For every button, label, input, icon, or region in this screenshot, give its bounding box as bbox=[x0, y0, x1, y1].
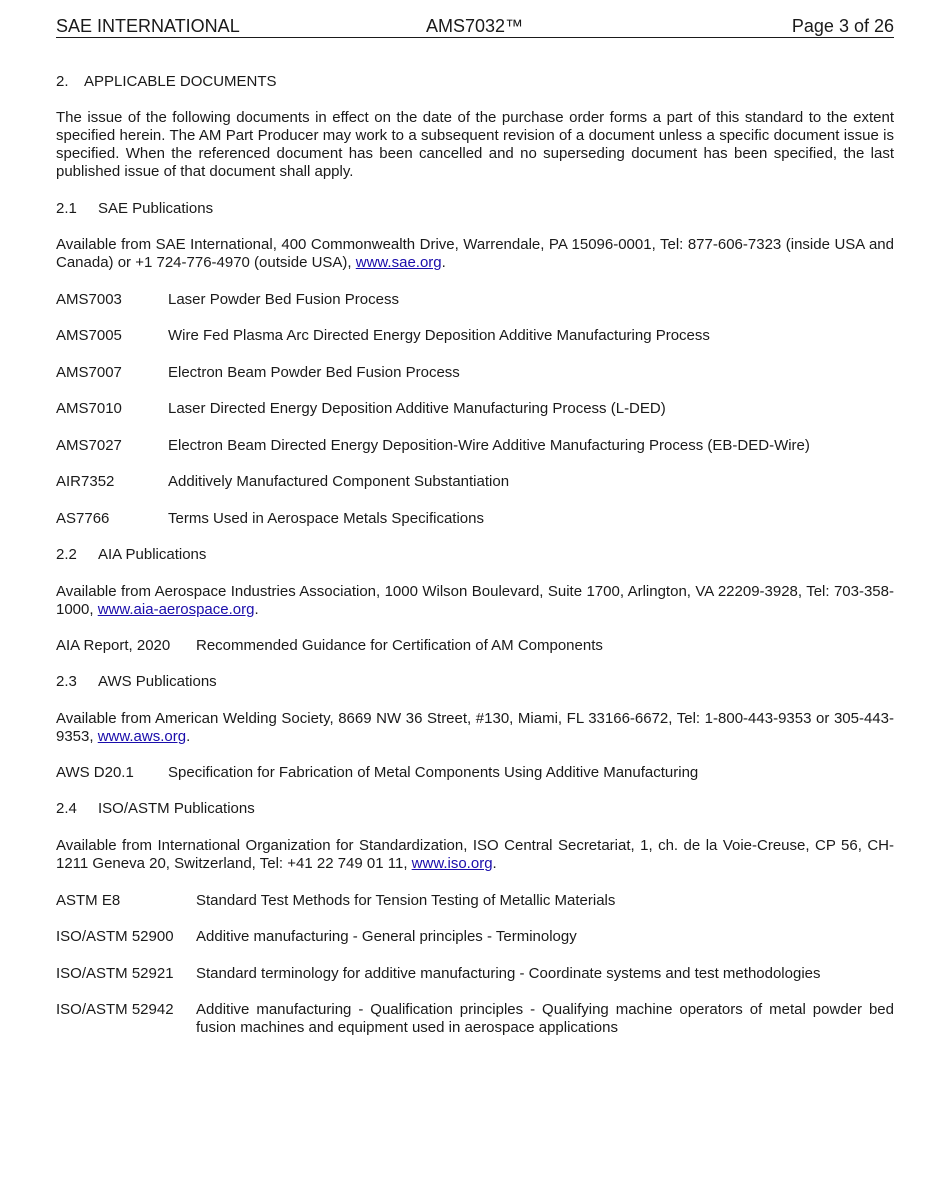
reference-code: ISO/ASTM 52900 bbox=[56, 928, 174, 945]
sae-period: . bbox=[441, 254, 446, 271]
reference-item bbox=[56, 364, 894, 382]
aia-website-link[interactable]: www.aia-aerospace.org bbox=[97, 601, 255, 618]
reference-title: Laser Directed Energy Deposition Additive Manufacturing Process (L-DED) bbox=[168, 400, 666, 417]
reference-item bbox=[56, 637, 894, 655]
reference-title: Standard terminology for additive manufacturing - Coordinate systems and test methodologies bbox=[196, 965, 821, 982]
reference-item bbox=[56, 892, 894, 910]
subsection-number: 2.3 bbox=[56, 673, 77, 690]
reference-title: Electron Beam Directed Energy Deposition-Wire Additive Manufacturing Process (EB-DED-Wire) bbox=[168, 437, 810, 454]
subsection-number: 2.4 bbox=[56, 800, 77, 817]
reference-title: Laser Powder Bed Fusion Process bbox=[168, 291, 399, 308]
reference-title: Specification for Fabrication of Metal Components Using Additive Manufacturing bbox=[168, 764, 699, 781]
section-2-2-heading bbox=[56, 546, 894, 564]
section-2-heading bbox=[56, 73, 894, 91]
reference-item bbox=[56, 764, 894, 782]
reference-title: Electron Beam Powder Bed Fusion Process bbox=[168, 364, 460, 381]
header-page-number: Page 3 of 26 bbox=[791, 16, 894, 36]
aia-availability-text: Available from Aerospace Industries Association, 1000 Wilson Boulevard, Suite 1700, Arlington, VA 22209-3928, Tel: 703-358-1000, bbox=[56, 583, 894, 618]
section-title: APPLICABLE DOCUMENTS bbox=[84, 73, 277, 90]
reference-code: ISO/ASTM 52921 bbox=[56, 965, 174, 982]
subsection-title: ISO/ASTM Publications bbox=[98, 800, 255, 817]
header-org: SAE INTERNATIONAL bbox=[56, 16, 240, 36]
aia-period: . bbox=[254, 601, 259, 618]
reference-title: Additive manufacturing - General principles - Terminology bbox=[196, 928, 577, 945]
reference-title: Wire Fed Plasma Arc Directed Energy Deposition Additive Manufacturing Process bbox=[168, 327, 710, 344]
iso-period: . bbox=[492, 855, 497, 872]
sae-website-link[interactable]: www.sae.org bbox=[355, 254, 442, 271]
aws-availability bbox=[56, 710, 894, 746]
reference-item bbox=[56, 1001, 894, 1037]
reference-title: Recommended Guidance for Certification of AM Components bbox=[196, 637, 603, 654]
reference-item bbox=[56, 473, 894, 491]
iso-availability bbox=[56, 837, 894, 873]
aws-period: . bbox=[186, 728, 191, 745]
reference-code: AIR7352 bbox=[56, 473, 115, 490]
reference-item bbox=[56, 291, 894, 309]
reference-code: ISO/ASTM 52942 bbox=[56, 1001, 174, 1018]
section-2-3-heading bbox=[56, 673, 894, 691]
reference-code: AMS7007 bbox=[56, 364, 122, 381]
reference-code: AMS7003 bbox=[56, 291, 122, 308]
reference-code: AWS D20.1 bbox=[56, 764, 134, 781]
reference-item bbox=[56, 437, 894, 455]
subsection-number: 2.2 bbox=[56, 546, 77, 563]
reference-code: AS7766 bbox=[56, 510, 110, 527]
aws-website-link[interactable]: www.aws.org bbox=[97, 728, 187, 745]
reference-title: Additively Manufactured Component Substantiation bbox=[168, 473, 510, 490]
reference-item bbox=[56, 400, 894, 418]
header-doc-id: AMS7032™ bbox=[426, 16, 524, 36]
section-number: 2. bbox=[56, 73, 69, 90]
aws-availability-text: Available from American Welding Society, 8669 NW 36 Street, #130, Miami, FL 33166-6672, Tel: 1-800-443-9353 or 305-443-9353, bbox=[56, 710, 894, 745]
page-header bbox=[56, 16, 894, 38]
reference-code: ASTM E8 bbox=[56, 892, 121, 909]
subsection-title: SAE Publications bbox=[98, 200, 214, 217]
reference-title: Terms Used in Aerospace Metals Specifications bbox=[168, 510, 484, 527]
reference-title: Additive manufacturing - Qualification principles - Qualifying machine operators of metal powder bed fusion machines and equipment used in aerospace applications bbox=[196, 1001, 894, 1036]
reference-code: AMS7027 bbox=[56, 437, 122, 454]
reference-item bbox=[56, 965, 894, 983]
reference-code: AIA Report, 2020 bbox=[56, 637, 171, 654]
sae-availability-text: Available from SAE International, 400 Commonwealth Drive, Warrendale, PA 15096-0001, Tel: 877-606-7323 (inside USA and Canada) or +1 724-776-4970 (outside USA), bbox=[56, 236, 894, 271]
reference-title: Standard Test Methods for Tension Testing of Metallic Materials bbox=[196, 892, 616, 909]
iso-website-link[interactable]: www.iso.org bbox=[411, 855, 493, 872]
aia-availability bbox=[56, 583, 894, 619]
subsection-title: AIA Publications bbox=[98, 546, 207, 563]
sae-availability bbox=[56, 236, 894, 272]
reference-item bbox=[56, 928, 894, 946]
section-2-1-heading bbox=[56, 200, 894, 218]
reference-code: AMS7010 bbox=[56, 400, 122, 417]
reference-item bbox=[56, 510, 894, 528]
section-2-intro: The issue of the following documents in effect on the date of the purchase order forms a part of this standard to the extent specified herein. The AM Part Producer may work to a subsequent revision of a document unless a specific document issue is specified. When the referenced document has been cancelled and no superseding document has been specified, the last published issue of that document shall apply. bbox=[56, 109, 894, 180]
subsection-title: AWS Publications bbox=[98, 673, 217, 690]
iso-availability-text: Available from International Organization for Standardization, ISO Central Secretariat, 1, ch. de la Voie-Creuse, CP 56, CH-1211 Geneva 20, Switzerland, Tel: +41 22 749 01 11, bbox=[56, 837, 894, 872]
subsection-number: 2.1 bbox=[56, 200, 77, 217]
section-2-4-heading bbox=[56, 800, 894, 818]
reference-code: AMS7005 bbox=[56, 327, 122, 344]
reference-item bbox=[56, 327, 894, 345]
